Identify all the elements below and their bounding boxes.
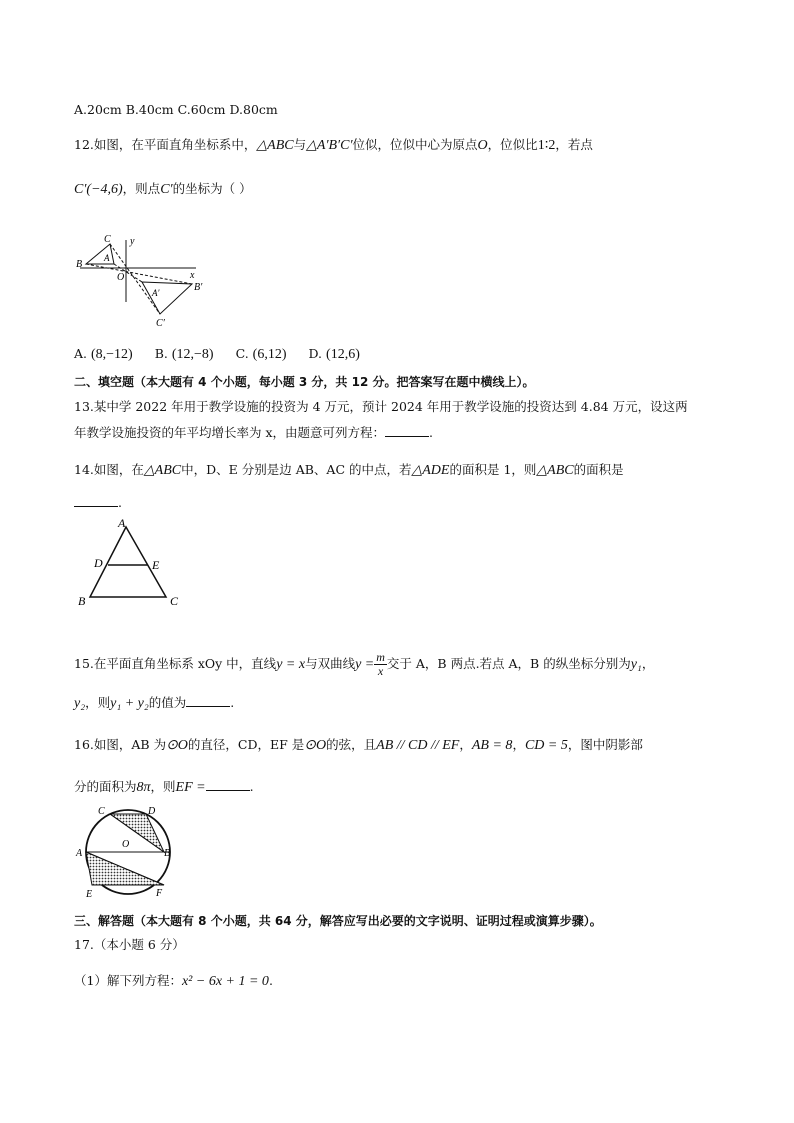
answer-blank[interactable] xyxy=(206,778,250,791)
q14-line1: 14.如图，在△ABC中，D、E 分别是边 AB、AC 的中点，若△ADE的面积是 1，则△ABC的面积是 xyxy=(74,462,624,478)
q15-line2: y₂，则y₁ + y₂的值为 . xyxy=(74,695,235,711)
q12-line2: C′(−4,6)，则点C′的坐标为（ ） xyxy=(74,181,252,197)
fig12-label-b: B xyxy=(76,259,83,270)
q17-title: 17.（本小题 6 分） xyxy=(74,937,185,952)
fig12-label-b2: B′ xyxy=(194,282,203,293)
fig14-label-e: E xyxy=(152,558,160,572)
q12-line1: 12.如图，在平面直角坐标系中，△ABC与△A′B′C′位似，位似中心为原点O，位似比1∶2，若点 xyxy=(74,137,593,153)
fig16-label-e: E xyxy=(86,889,93,900)
q14-line2: . xyxy=(74,494,122,512)
q14-figure xyxy=(74,515,186,609)
fig12-label-x: x xyxy=(190,270,195,281)
section3-heading: 三、解答题（本大题有 8 个小题，共 64 分，解答应写出必要的文字说明、证明过程或演算步骤）。 xyxy=(74,914,602,928)
fig16-label-o: O xyxy=(122,839,130,850)
q16-figure xyxy=(74,802,186,902)
q13-line1: 13.某中学 2022 年用于教学设施的投资为 4 万元，预计 2024 年用于教学设施的投资达到 4.84 万元，设这两 xyxy=(74,399,688,414)
fig12-label-o: O xyxy=(117,272,125,283)
q15-line1: 15.在平面直角坐标系 xOy 中，直线y = x与双曲线y = $\frac{m}{x}$ 交于 A，B 两点.若点 A，B 的纵坐标分别为y₁， xyxy=(74,650,655,678)
fig16-label-b: B xyxy=(164,848,171,859)
q11-options: A.20cm B.40cm C.60cm D.80cm xyxy=(74,102,278,117)
q16-line2: 分的面积为8π，则EF = . xyxy=(74,779,254,795)
q12-options: A. (8,−12) B. (12,−8) C. (6,12) D. (12,6) xyxy=(74,346,360,362)
q12-figure xyxy=(74,232,214,332)
section2-heading: 二、填空题（本大题有 4 个小题，每小题 3 分，共 12 分。把答案写在题中横线上）。 xyxy=(74,375,535,389)
fig14-label-c: C xyxy=(170,594,179,608)
q17-part1: （1）解下列方程：x² − 6x + 1 = 0. xyxy=(74,973,273,989)
q16-line1: 16.如图，AB 为⊙O的直径，CD，EF 是⊙O的弦，且AB // CD // EF，AB = 8，CD = 5，图中阴影部 xyxy=(74,737,643,753)
fig16-label-d: D xyxy=(148,806,156,817)
fig12-label-a2: A′ xyxy=(152,288,160,298)
fig16-label-f: F xyxy=(156,888,163,899)
fig14-label-b: B xyxy=(78,594,86,608)
answer-blank[interactable] xyxy=(186,694,230,707)
fig14-label-a: A xyxy=(118,516,126,530)
fig14-label-d: D xyxy=(94,556,103,570)
fig12-label-a: A xyxy=(104,253,110,263)
fig16-label-c: C xyxy=(98,806,105,817)
q13-line2: 年教学设施投资的年平均增长率为 x，由题意可列方程： . xyxy=(74,425,434,440)
fig12-label-y: y xyxy=(130,236,135,247)
answer-blank[interactable] xyxy=(74,494,118,507)
answer-blank[interactable] xyxy=(385,424,429,437)
fig12-label-c2: C′ xyxy=(156,318,165,329)
fig16-label-a: A xyxy=(76,848,83,859)
fig12-label-c: C xyxy=(104,234,111,245)
